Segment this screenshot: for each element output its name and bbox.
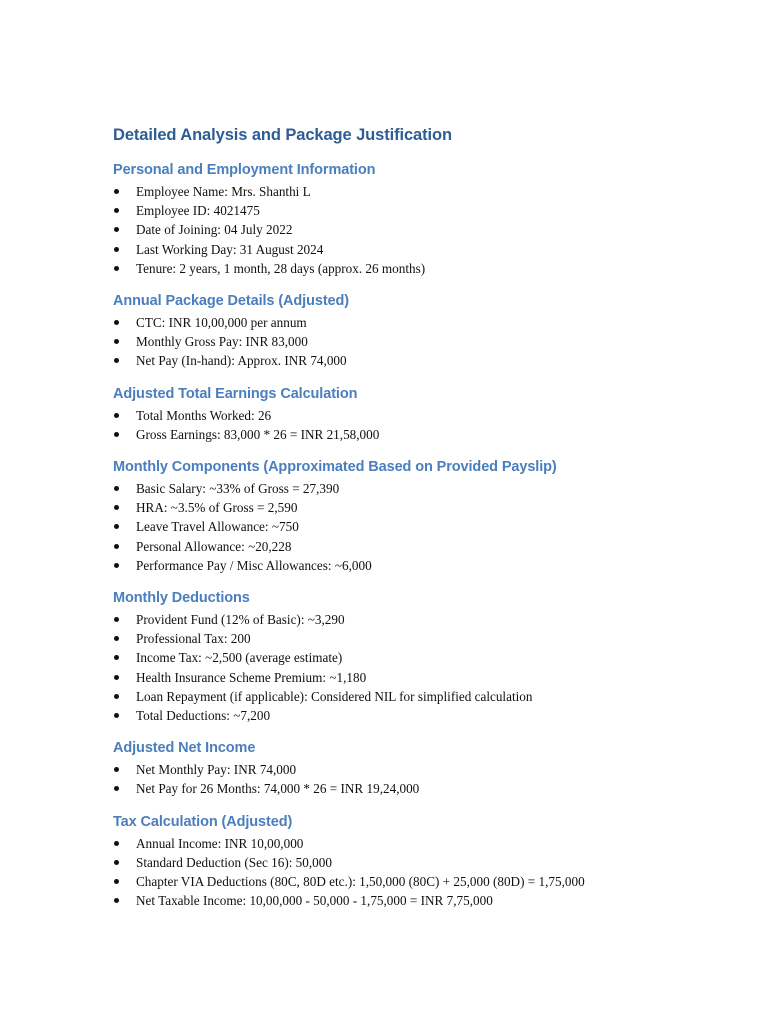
list-item: Net Pay (In-hand): Approx. INR 74,000: [113, 351, 713, 370]
list-item: Professional Tax: 200: [113, 629, 713, 648]
list-item: Gross Earnings: 83,000 * 26 = INR 21,58,000: [113, 425, 713, 444]
list-item: Last Working Day: 31 August 2024: [113, 240, 713, 259]
bullet-list: [113, 834, 713, 911]
list-item: Date of Joining: 04 July 2022: [113, 220, 713, 239]
list-item: Total Deductions: ~7,200: [113, 706, 713, 725]
list-item: Basic Salary: ~33% of Gross = 27,390: [113, 479, 713, 498]
section-annual-package: [113, 291, 713, 371]
section-heading: Annual Package Details (Adjusted): [113, 293, 350, 310]
list-item: Monthly Gross Pay: INR 83,000: [113, 332, 713, 351]
section-total-earnings: [113, 384, 713, 444]
list-item: Tenure: 2 years, 1 month, 28 days (approx. 26 months): [113, 259, 713, 278]
list-item: Net Taxable Income: 10,00,000 - 50,000 - 1,75,000 = INR 7,75,000: [113, 891, 713, 910]
list-item: Personal Allowance: ~20,228: [113, 537, 713, 556]
list-item: Standard Deduction (Sec 16): 50,000: [113, 853, 713, 872]
list-item: Health Insurance Scheme Premium: ~1,180: [113, 668, 713, 687]
section-heading: Tax Calculation (Adjusted): [113, 813, 293, 830]
list-item: Employee ID: 4021475: [113, 201, 713, 220]
section-tax-calculation: [113, 812, 713, 911]
list-item: Employee Name: Mrs. Shanthi L: [113, 182, 713, 201]
section-heading: Adjusted Net Income: [113, 740, 256, 757]
bullet-list: [113, 760, 713, 798]
list-item: Performance Pay / Misc Allowances: ~6,000: [113, 556, 713, 575]
bullet-list: [113, 313, 713, 371]
document-title: Detailed Analysis and Package Justification: [113, 126, 452, 144]
list-item: Leave Travel Allowance: ~750: [113, 517, 713, 536]
list-item: Loan Repayment (if applicable): Considered NIL for simplified calculation: [113, 687, 713, 706]
list-item: Chapter VIA Deductions (80C, 80D etc.): 1,50,000 (80C) + 25,000 (80D) = 1,75,000: [113, 872, 713, 891]
list-item: Provident Fund (12% of Basic): ~3,290: [113, 610, 713, 629]
list-item: Income Tax: ~2,500 (average estimate): [113, 648, 713, 667]
section-net-income: [113, 738, 713, 798]
bullet-list: [113, 406, 713, 444]
bullet-list: [113, 610, 713, 725]
list-item: CTC: INR 10,00,000 per annum: [113, 313, 713, 332]
section-heading: Monthly Deductions: [113, 590, 250, 607]
section-heading: Monthly Components (Approximated Based on Provided Payslip): [113, 459, 557, 476]
section-heading: Personal and Employment Information: [113, 162, 376, 178]
bullet-list: [113, 479, 713, 575]
list-item: Net Monthly Pay: INR 74,000: [113, 760, 713, 779]
document-page: [113, 124, 713, 923]
section-monthly-components: [113, 457, 713, 575]
list-item: Total Months Worked: 26: [113, 406, 713, 425]
list-item: HRA: ~3.5% of Gross = 2,590: [113, 498, 713, 517]
list-item: Annual Income: INR 10,00,000: [113, 834, 713, 853]
section-monthly-deductions: [113, 588, 713, 725]
list-item: Net Pay for 26 Months: 74,000 * 26 = INR 19,24,000: [113, 779, 713, 798]
section-heading: Adjusted Total Earnings Calculation: [113, 385, 358, 402]
section-personal-employment: [113, 160, 713, 278]
bullet-list: [113, 182, 713, 278]
